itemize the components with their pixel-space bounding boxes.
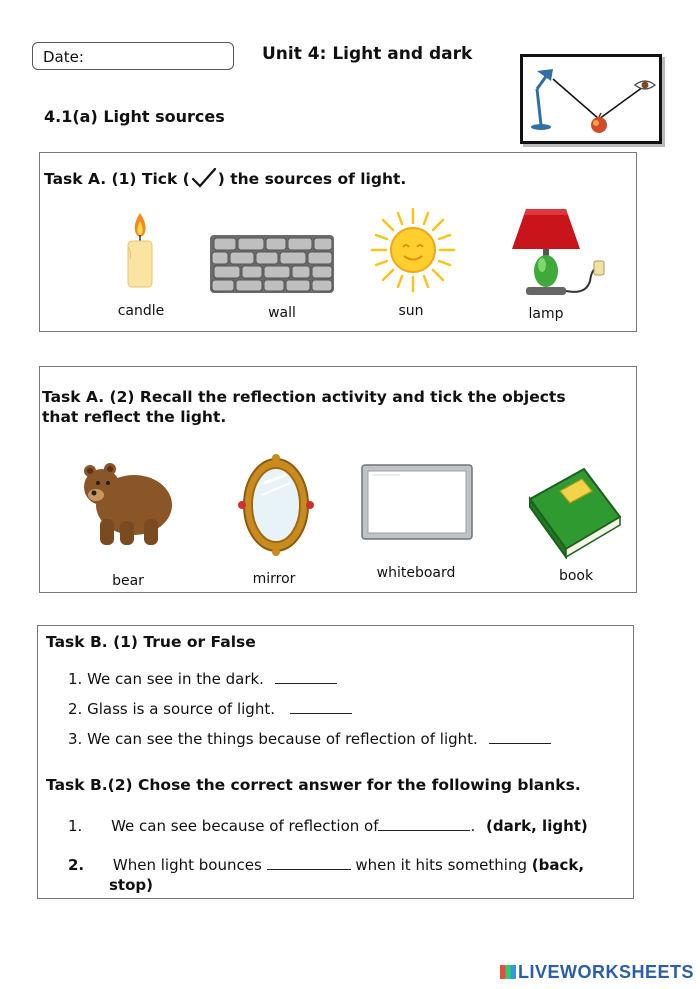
task-a1-instruction-pre: Task A. (1) Tick ( [44, 170, 190, 188]
section-title: 4.1(a) Light sources [44, 107, 225, 126]
bear-item[interactable] [78, 453, 174, 549]
task-b1-title: Task B. (1) True or False [46, 633, 256, 651]
tf-answer-3-blank[interactable] [489, 729, 551, 744]
date-field[interactable] [32, 42, 234, 70]
mirror-item[interactable] [234, 453, 318, 557]
task-a2-instruction-line2: that reflect the light. [42, 408, 227, 426]
tf-question-1-text: 1. We can see in the dark. [68, 670, 264, 688]
wall-icon [208, 231, 336, 295]
fill-question-2-options-a: (back, [531, 856, 585, 874]
tf-question-2 [68, 699, 352, 718]
task-a1-instruction-post: ) the sources of light. [217, 170, 407, 188]
book-item[interactable] [524, 459, 624, 559]
tf-question-1 [68, 669, 337, 688]
reflection-diagram-icon [523, 57, 659, 141]
reflection-diagram [520, 54, 662, 144]
tf-answer-2-blank[interactable] [290, 699, 352, 714]
liveworksheets-logo-text: LIVEWORKSHEETS [517, 962, 694, 982]
task-a1-box [39, 152, 637, 332]
task-a2-box [39, 366, 637, 593]
whiteboard-icon [360, 463, 474, 541]
fill-question-2-number: 2. [68, 856, 85, 874]
task-a1-instruction [44, 167, 406, 189]
lamp-label: lamp [528, 306, 564, 322]
wall-item[interactable] [208, 231, 336, 295]
candle-label: candle [117, 303, 165, 319]
tf-question-3-text: 3. We can see the things because of reflection of light. [68, 730, 478, 748]
fill-question-2 [68, 855, 584, 874]
fill-answer-2-blank[interactable] [267, 855, 351, 870]
fill-question-1-end: . [470, 817, 476, 835]
task-b2-title: Task B.(2) Chose the correct answer for the following blanks. [46, 776, 581, 794]
bear-label: bear [112, 573, 144, 589]
fill-question-2-options-b: stop) [109, 876, 153, 894]
tf-answer-1-blank[interactable] [275, 669, 337, 684]
wall-label: wall [268, 305, 296, 321]
fill-answer-1-blank[interactable] [378, 816, 470, 831]
checkmark-icon [190, 167, 218, 189]
task-a2-instruction-line1: Task A. (2) Recall the reflection activity and tick the objects [42, 388, 566, 406]
bear-icon [78, 453, 174, 549]
book-label: book [558, 568, 594, 584]
fill-question-2-text-a: When light bounces [112, 856, 262, 874]
fill-question-2-text-b: when it hits something [355, 856, 527, 874]
sun-label: sun [398, 303, 424, 319]
mirror-label: mirror [252, 571, 296, 587]
lamp-item[interactable] [506, 203, 610, 299]
sun-icon [370, 207, 456, 293]
fill-question-1-options: (dark, light) [486, 817, 588, 835]
mirror-icon [234, 453, 318, 557]
whiteboard-item[interactable] [360, 463, 474, 541]
task-b-box [37, 625, 634, 899]
fill-question-1-text: We can see because of reflection of [111, 817, 379, 835]
lamp-icon [506, 203, 610, 299]
liveworksheets-logo [500, 962, 694, 983]
whiteboard-label: whiteboard [376, 565, 456, 581]
tf-question-3 [68, 729, 551, 748]
sun-item[interactable] [370, 207, 456, 293]
candle-item[interactable] [120, 207, 160, 291]
date-label: Date: [43, 48, 84, 66]
candle-icon [120, 207, 160, 291]
unit-title: Unit 4: Light and dark [262, 44, 473, 64]
book-icon [524, 459, 624, 559]
tf-question-2-text: 2. Glass is a source of light. [68, 700, 275, 718]
liveworksheets-logo-icon [500, 965, 516, 979]
fill-question-1 [68, 816, 588, 835]
fill-question-1-number: 1. [68, 817, 83, 835]
